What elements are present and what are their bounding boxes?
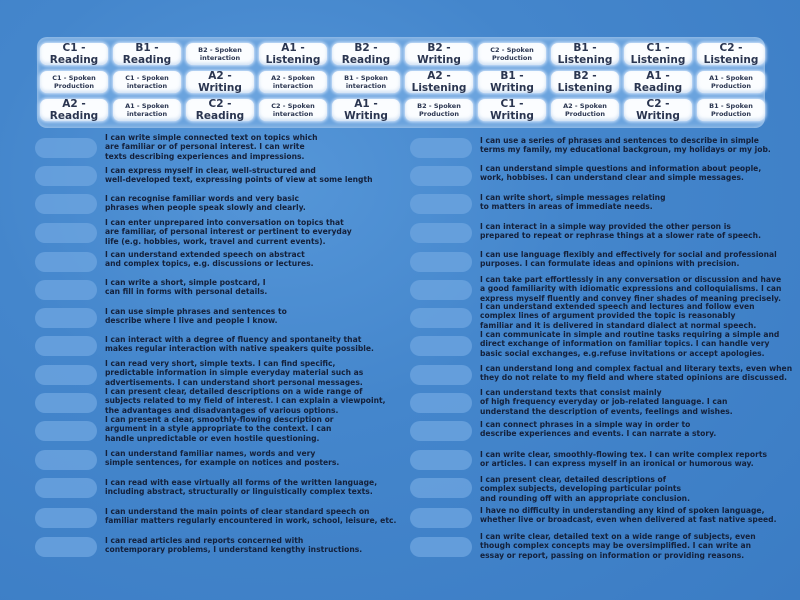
descriptor-text: I can write short, simple messages relating to matters in areas of immediate needs.: [480, 193, 666, 212]
descriptor-text: I can use simple phrases and sentences to describe where I live and people I know.: [105, 307, 287, 326]
answer-tile[interactable]: C2 - Spoken Production: [478, 43, 546, 65]
descriptor-text: I can write a short, simple postcard, I can fill in forms with personal details.: [105, 278, 268, 297]
drop-slot[interactable]: [410, 393, 472, 413]
drop-slot[interactable]: [410, 166, 472, 186]
descriptor-text: I have no difficulty in understanding any kind of spoken language, whether live or broadcast, even when delivered at fast native speed.: [480, 506, 777, 525]
answer-tile[interactable]: B2 - Reading: [332, 43, 400, 65]
answer-tile[interactable]: B1 - Spoken interaction: [332, 71, 400, 93]
descriptor-text: I can understand long and complex factual and literary texts, even when they do not relate to my field and where stated opinions are discussed.: [480, 364, 793, 383]
descriptor-text: I can write clear, smoothly-flowing tex. I can write complex reports or articles. I can express myself in an ironical or humorous way.: [480, 450, 767, 469]
drop-slot[interactable]: [35, 308, 97, 328]
answer-tile[interactable]: B2 - Listening: [551, 71, 619, 93]
answer-tile[interactable]: A1 - Spoken Production: [697, 71, 765, 93]
answer-tile[interactable]: A2 - Spoken interaction: [259, 71, 327, 93]
drop-slot[interactable]: [35, 336, 97, 356]
drop-slot[interactable]: [410, 252, 472, 272]
answer-tile[interactable]: C1 - Listening: [624, 43, 692, 65]
drop-slot[interactable]: [410, 421, 472, 441]
descriptor-text: I can use language flexibly and effectively for social and professional purposes. I can formulate ideas and opinions with precision.: [480, 250, 777, 269]
answer-tile[interactable]: B1 - Spoken Production: [697, 99, 765, 121]
drop-slot[interactable]: [35, 450, 97, 470]
descriptor-text: I can write clear, detailed text on a wide range of subjects, even though complex concepts may be oversimplified. I can write an essay or report, passing on information or providing reasons.: [480, 532, 756, 560]
drop-slot[interactable]: [410, 138, 472, 158]
drop-slot[interactable]: [410, 308, 472, 328]
drop-slot[interactable]: [35, 280, 97, 300]
drop-slot[interactable]: [35, 421, 97, 441]
drop-slot[interactable]: [35, 138, 97, 158]
answer-tile[interactable]: C2 - Spoken interaction: [259, 99, 327, 121]
descriptor-text: I can present a clear, smoothly-flowing description or argument in a style appropriate to the context. I can handle unpredictable or even hostile questioning.: [105, 415, 334, 443]
answer-tile[interactable]: B2 - Writing: [405, 43, 473, 65]
answer-tile[interactable]: C2 - Writing: [624, 99, 692, 121]
answer-tile[interactable]: C1 - Reading: [40, 43, 108, 65]
answer-tile[interactable]: B1 - Listening: [551, 43, 619, 65]
answer-tile[interactable]: A1 - Reading: [624, 71, 692, 93]
drop-slot[interactable]: [35, 252, 97, 272]
answer-tile[interactable]: A1 - Spoken interaction: [113, 99, 181, 121]
descriptor-text: I can interact with a degree of fluency and spontaneity that makes regular interaction with native speakers quite possible.: [105, 335, 374, 354]
descriptor-text: I can understand simple questions and information about people, work, hobbises. I can understand clear and simple messages.: [480, 164, 762, 183]
drop-slot[interactable]: [410, 508, 472, 528]
answer-tile[interactable]: A1 - Listening: [259, 43, 327, 65]
drop-slot[interactable]: [410, 194, 472, 214]
answer-tile[interactable]: A2 - Writing: [186, 71, 254, 93]
drop-slot[interactable]: [410, 537, 472, 557]
answer-tile[interactable]: B2 - Spoken Production: [405, 99, 473, 121]
descriptor-text: I can read articles and reports concerned with contemporary problems, I understand kengthy instructions.: [105, 536, 363, 555]
drop-slot[interactable]: [410, 478, 472, 498]
drop-slot[interactable]: [410, 365, 472, 385]
answer-tile[interactable]: C1 - Writing: [478, 99, 546, 121]
answer-tile[interactable]: B1 - Writing: [478, 71, 546, 93]
drop-slot[interactable]: [410, 336, 472, 356]
descriptor-text: I can understand the main points of clear standard speech on familiar matters regularly encountered in work, school, leisure, etc.: [105, 507, 397, 526]
drop-slot[interactable]: [35, 194, 97, 214]
answer-tile[interactable]: A2 - Spoken Production: [551, 99, 619, 121]
descriptor-text: I can read very short, simple texts. I can find specific, predictable information in simple everyday material such as advertisements. I can understand short personal messages.: [105, 359, 364, 387]
descriptor-text: I can understand extended speech on abstract and complex topics, e.g. discussions or lectures.: [105, 250, 314, 269]
descriptor-text: I can write simple connected text on topics which are familiar or of personal interest. I can write texts describing experiences and impressions.: [105, 133, 318, 161]
descriptor-text: I can communicate in simple and routine tasks requiring a simple and direct exchange of information on familiar topics. I can handle very basic social exchanges, e.g.refuse invitations or accept apologies.: [480, 330, 780, 358]
drop-slot[interactable]: [35, 393, 97, 413]
answer-tile[interactable]: B1 - Reading: [113, 43, 181, 65]
drop-slot[interactable]: [35, 537, 97, 557]
descriptor-text: I can understand extended speech and lectures and follow even complex lines of argument provided the topic is reasonably familiar and it is delivered in standard dialect at normal speech.: [480, 302, 757, 330]
drop-slot[interactable]: [35, 508, 97, 528]
drop-slot[interactable]: [35, 478, 97, 498]
descriptor-text: I can connect phrases in a simple way in order to describe experiences and events. I can narrate a story.: [480, 420, 717, 439]
drop-slot[interactable]: [410, 223, 472, 243]
descriptor-text: I can express myself in clear, well-structured and well-developed text, expressing points of view at some length: [105, 166, 373, 185]
descriptor-text: I can use a series of phrases and sentences to describe in simple terms my family, my educational backgroun, my holidays or my job.: [480, 136, 771, 155]
drop-slot[interactable]: [35, 166, 97, 186]
answer-tile[interactable]: A2 - Reading: [40, 99, 108, 121]
descriptor-text: I can understand texts that consist mainly of high frequency everyday or job-related language. I can understand the description of events, feelings and wishes.: [480, 388, 733, 416]
answer-tile[interactable]: B2 - Spoken interaction: [186, 43, 254, 65]
drop-slot[interactable]: [35, 223, 97, 243]
answer-tile[interactable]: C1 - Spoken interaction: [113, 71, 181, 93]
descriptor-text: I can enter unprepared into conversation on topics that are familiar, of personal interest or pertinent to everyday life (e.g. hobbies, work, travel and current events).: [105, 218, 352, 246]
answer-tile[interactable]: A2 - Listening: [405, 71, 473, 93]
answer-tile[interactable]: C1 - Spoken Production: [40, 71, 108, 93]
answer-tile[interactable]: C2 - Listening: [697, 43, 765, 65]
drop-slot[interactable]: [410, 280, 472, 300]
descriptor-text: I can understand familiar names, words and very simple sentences, for example on notices and posters.: [105, 449, 340, 468]
descriptor-text: I can present clear, detailed descriptions of complex subjects, developing particular points and rounding off with an appropriate conclusion.: [480, 475, 690, 503]
drop-slot[interactable]: [35, 365, 97, 385]
descriptor-text: I can present clear, detailed descriptions on a wide range of subjects related to my field of interest. I can explain a viewpoint, the advantages and disadvantages of various options.: [105, 387, 386, 415]
descriptor-text: I can recognise familiar words and very basic phrases when people speak slowly and clearly.: [105, 194, 306, 213]
answer-tile[interactable]: A1 - Writing: [332, 99, 400, 121]
descriptor-text: I can read with ease virtually all forms of the written language, including abstract, structurally or linguistically complex texts.: [105, 478, 378, 497]
descriptor-text: I can interact in a simple way provided the other person is prepared to repeat or rephrase things at a slower rate of speech.: [480, 222, 761, 241]
drop-slot[interactable]: [410, 450, 472, 470]
descriptor-text: I can take part effortlessly in any conversation or discussion and have a good familiarity with idiomatic expressions and colloquialisms. I can express myself fluently and convey finer shades of meaning precisely.: [480, 275, 782, 303]
answer-tile[interactable]: C2 - Reading: [186, 99, 254, 121]
